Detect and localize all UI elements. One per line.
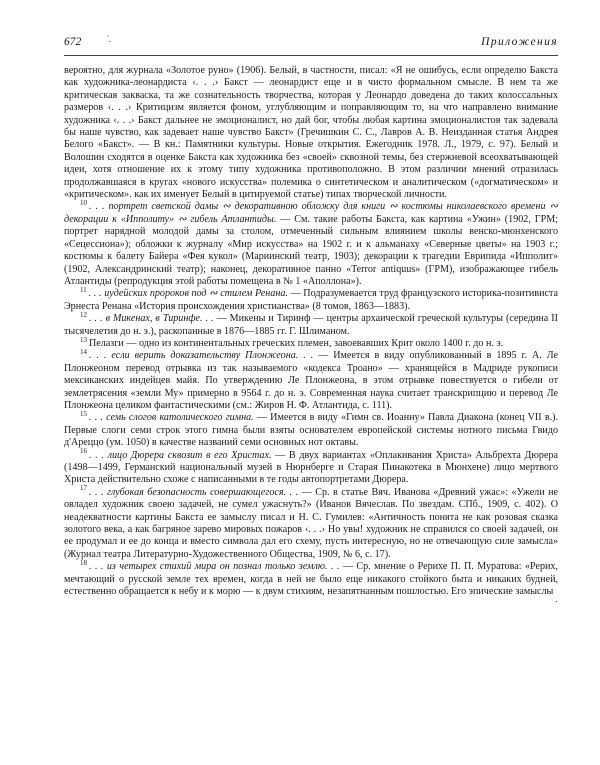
footnote-number: 12 — [80, 310, 87, 319]
footnote-text: — Ср. мнение о Рерихе П. П. Муратова: «Рерих, мечтающий о русской земле тех времен, когда в ней не было еще никакого стойкого быта и никаких будней, естественно обращается к небу и к морю — к двум стихиям, незапятнанным пошлостью. Его эпические замыслы — [64, 561, 558, 598]
page-trailer-mark: ˙ — [554, 600, 558, 612]
footnote-lemma: . . . глубокая безопасность совершающегося. . . — [89, 486, 299, 498]
footnote-lemma: . . . иудейских пророков под ∾ стилем Ренана. — [88, 288, 288, 300]
footnote-15 — [64, 412, 558, 449]
footnote-lemma: . . . в Микенах, в Тиринфе. . . — [89, 313, 214, 325]
footnote-number: 18 — [80, 558, 87, 567]
footnote-number: 16 — [80, 447, 87, 456]
paragraph-text: вероятно, для журнала «Золотое руно» (1906). Белый, в частности, писал: «Я не ошибусь, если определю Бакста как художника-леонардиста ‹. . .› Бакст — леонардист еще и в чисто формальном смысле. В нем та же критическая закваска, та же сознательность творчества, которая у Леонардо доведена до таких колоссальных размеров ‹. . .› Критицизм является фоном, углубляющим и поправляющим то, на что направлено внимание художника ‹. . .› Бакст дальнее не эмоционалист, но дай бог, чтобы любая картина эмоционалистов так задевала бы наше чувство, как задевает наше чувство Бакст» (Гречишкин С. С., Лавров А. В. Неизданная статья Андрея Белого «Бакст». — В кн.: Памятники культуры. Новые открытия. Ежегодник 1978. Л., 1979, с. 97). Белый и Волошин сходятся в оценке Бакста как художника без «своей» сквозной темы, без стержневой всеохватывающей идеи, хотя отношение их к этому типу художника противоположно. В этом различии мнений отразилась продолжавшаяся в кругах «нового искусства» полемика о синтетическом и аналитическом («догматическом» и «критическом». как их именует Белый в цитируемой статье) типах творческой личности. — [64, 65, 558, 201]
footnote-14 — [64, 347, 559, 412]
header-mark: ˙. — [106, 34, 112, 44]
paragraph-continuation — [64, 65, 558, 201]
footnote-17 — [64, 484, 558, 561]
footnote-lemma: . . . портрет светской дамы ∾ декоративною обложку для книги ∾ костюмы николаевского времени ∾ декорации к «Ипполиту» ∾ гибель Атлантиды. — [64, 201, 558, 225]
footnote-10 — [64, 201, 558, 288]
footnote-text: — Микены и Тиринф — центры архаической греческой культуры (середина II тысячелетия до н. э.), раскопанные в 1876—1885 гг. Г. Шлиманом. — [64, 313, 559, 337]
commentary-text — [64, 65, 558, 598]
footnote-11 — [64, 285, 558, 313]
footnote-text: — Подразумевается труд французского историка-позитивиста Эрнеста Ренана «История происхождения христианства» (8 томов, 1863—1883). — [64, 288, 558, 312]
header-rule — [64, 55, 558, 56]
footnote-16 — [64, 447, 558, 487]
footnote-13 — [64, 335, 558, 350]
footnote-number: 13 — [80, 335, 87, 344]
footnote-number: 14 — [80, 347, 87, 356]
footnote-lemma: . . . из четырех стихий мира он познал только землю. . . — [89, 561, 340, 573]
footnote-lemma: . . . семь слогов католического гимна. — [89, 412, 254, 424]
footnote-number: 15 — [80, 410, 87, 419]
footnote-text: — Имеется в виду опубликованный в 1895 г. А. Ле Плонжеоном перевод отрывка из так называемого «кодекса Троано» — хранящейся в Мадриде рукописи мексиканских индейцев майя. По утверждению Ле Плонжеона, в этом отрывке повествуется о гибели от землетрясения «земли Му» примерно в 9564 г. до н. э. Современная наука считает транскрипцию и перевод Ле Плонжеона целиком фантастическими (см.: Жиров Н. Ф. Атлантида, с. 111). — [64, 350, 559, 411]
footnote-text: — Имеется в виду «Гимн св. Иоанну» Павла Диакона (конец VII в.). Первые слоги семи строк этого гимна были взяты основателем европейской системы нотного письма Гвидо д'Ареццо (ум. 1050) в качестве названий семи основных нот октавы. — [64, 412, 559, 449]
footnote-number: 11 — [80, 285, 87, 294]
page — [64, 36, 558, 611]
footnote-text: — Ср. в статье Вяч. Иванова «Древний ужас»: «Ужели не овладел художник своею задачей, не сумел ужаснуть?» (Иванов Вячеслав. По звездам. СПб., 1909, с. 402). О неадекватности картины Бакста ее замыслу писал и Н. С. Гумилев: «Античность понята не как розовая сказка золотого века, а как багряное зарево мировых пожаров ‹. . .› Но увы! художник не справился со своей задачей, он ее продумал и ее до конца и вместо символа дал его схему, пусть интересную, но не отвечающую силе замысла» (Журнал театра Литературно-Художественного Общества, 1909, № 6, с. 17). — [64, 486, 558, 560]
footnote-number: 17 — [80, 484, 87, 493]
footnote-text: — См. такие работы Бакста, как картина «Ужин» (1902, ГРМ; портрет нарядной молодой дамы за столом, отмеченный сильным влиянием школы венско-мюнхенского «Сецессиона»); обложки к журналу «Мир искусства» на 1902 г. и к альманаху «Северные цветы» на 1903 г.; костюмы к балету Байера «Фея кукол» (Мариинский театр, 1903); декорации к трагедии Еврипида «Ипполит» (1902, Александринский театр); наконец, декоративное панно «Terror antiquus» (ГРМ), изображающее гибель Атлантиды (репродукция этой работы помещена в № 1 «Аполлона»). — [64, 213, 558, 287]
footnote-12 — [64, 310, 559, 338]
footnote-text: — В двух вариантах «Оплакивания Христа» Альбрехта Дюрера (1498—1499, Германский национальный музей в Нюрнберге и Старая Пинакотека в Мюнхене) лицо мертвого Христа действительно схоже с написанными в те годы автопортретами Дюрера. — [64, 449, 558, 486]
running-head — [64, 36, 558, 52]
page-number: 672 — [64, 36, 82, 48]
footnote-18 — [64, 558, 558, 598]
footnote-number: 10 — [80, 199, 87, 208]
footnote-lemma: . . . лицо Дюрера сквозит в его Христах. — [89, 449, 272, 461]
section-title: Приложения — [481, 36, 558, 48]
footnote-lemma: . . . если верить доказательству Плонжеона. . . — [89, 350, 314, 362]
footnote-text: Пелазги — одно из континентальных греческих племен, завоевавших Крит около 1400 г. до н. э. — [89, 337, 504, 349]
